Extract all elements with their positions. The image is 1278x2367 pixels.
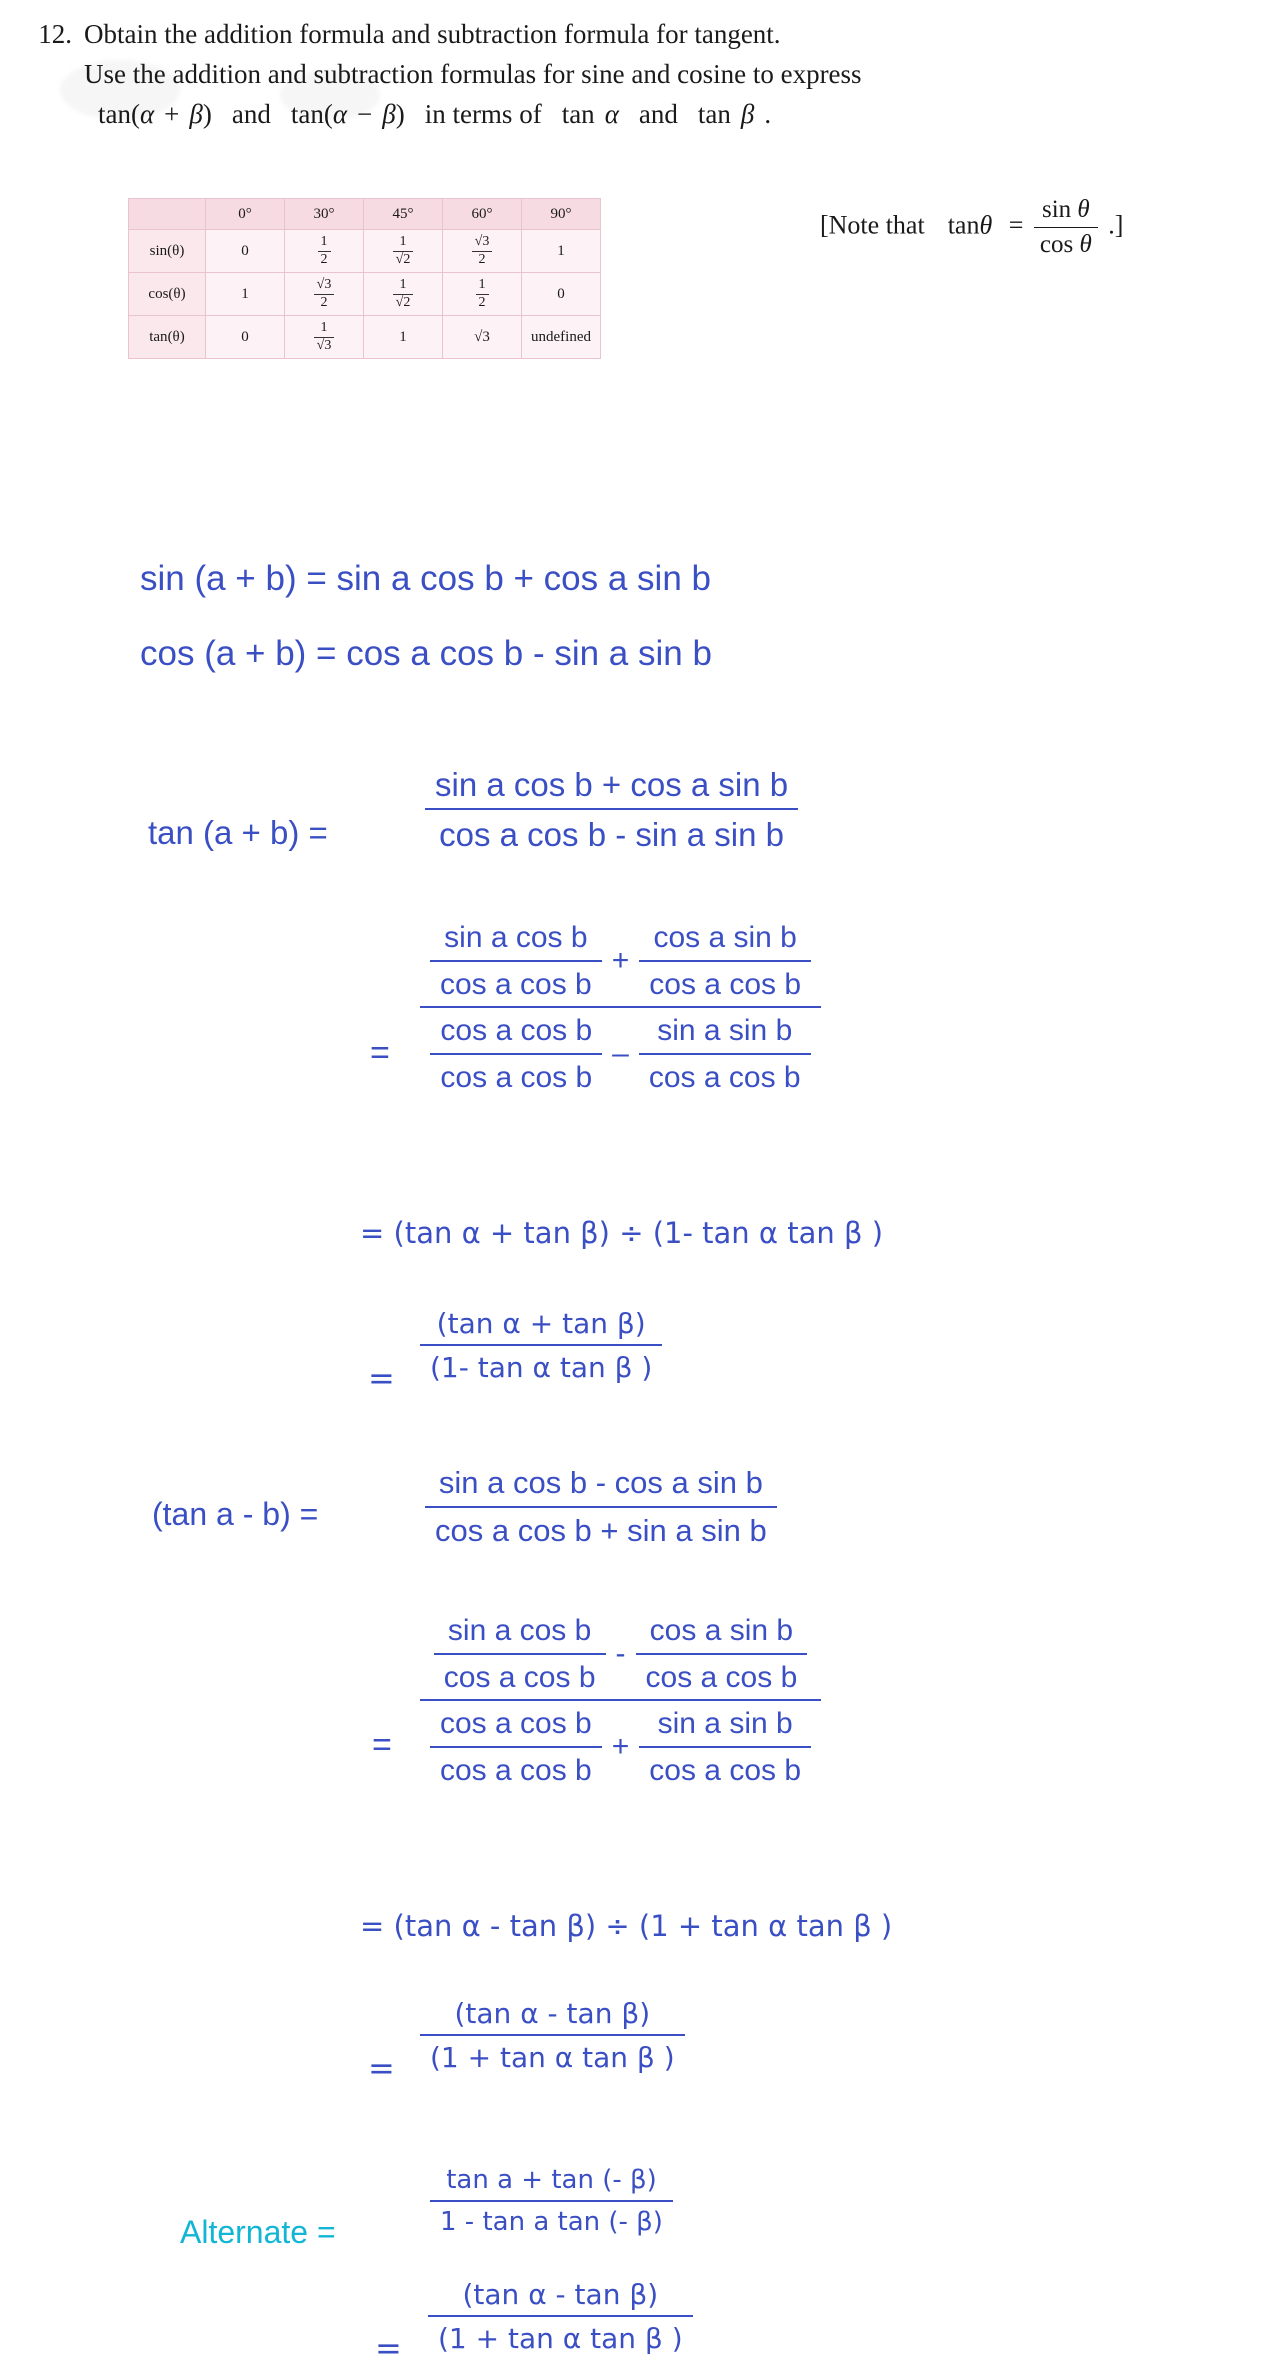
step2-top-right-den: cos a cos b — [639, 960, 811, 1004]
alternate-fraction — [430, 2164, 673, 2238]
trig-values-table — [128, 198, 601, 359]
step6-bot-right-den: cos a cos b — [639, 1746, 811, 1790]
frac-num: 1 — [478, 276, 486, 292]
row-label-fn: sin — [149, 242, 168, 259]
conjunction-and-1: and — [231, 99, 271, 129]
step6-bottom-operator: + — [611, 1730, 630, 1764]
page-smudge — [280, 70, 380, 120]
step6-top-operator: - — [615, 1637, 626, 1671]
paren-close-2: ) — [395, 99, 405, 129]
step4-numerator: (tan α + tan β) — [436, 1307, 646, 1340]
tan-sum-label: tan (a + b) = — [148, 814, 328, 851]
tan-diff-label: (tan a - b) = — [152, 1496, 319, 1532]
step2-complex-fraction — [420, 919, 821, 1096]
cos-sum-formula: cos (a + b) = cos a cos b - sin a sin b — [140, 634, 712, 673]
step6-top-row — [420, 1612, 821, 1699]
paren-close-1: ) — [202, 99, 212, 129]
tan-sum-fraction — [425, 764, 798, 856]
tan-open-2: tan( — [290, 99, 333, 129]
table-cell: 0 — [206, 230, 285, 273]
step6-bot-right-num: sin a sin b — [657, 1707, 793, 1740]
step2-bot-left-den: cos a cos b — [430, 1053, 602, 1097]
step2-top-operator: + — [611, 944, 630, 978]
frac-den: 2 — [472, 251, 493, 268]
note-num-fn: sin — [1041, 196, 1072, 223]
period: . — [764, 99, 772, 129]
alpha-1: α — [139, 99, 155, 129]
step4-fraction — [420, 1306, 662, 1385]
minus-sign: − — [357, 99, 373, 129]
problem-line-3 — [26, 94, 1238, 134]
step2-equals: = — [370, 1034, 390, 1072]
in-terms-of-text: in terms of — [424, 99, 542, 129]
tan-diff-numerator: sin a cos b - cos a sin b — [438, 1465, 763, 1500]
step6-equals: = — [372, 1726, 392, 1764]
note-den-fn: cos — [1039, 230, 1074, 258]
table-header-cell: 45° — [364, 199, 443, 230]
note-prefix: [Note that — [820, 210, 925, 240]
frac-num: 1 — [320, 233, 328, 249]
table-cell: 1 — [206, 273, 285, 316]
table-cell — [285, 273, 364, 316]
tan-sum-denominator: cos a cos b - sin a sin b — [425, 808, 798, 855]
beta-2: β — [382, 99, 396, 129]
tan-alpha-label: tan — [561, 99, 595, 129]
step6-top-right-den: cos a cos b — [636, 1653, 808, 1697]
table-row — [129, 273, 601, 316]
row-label-arg: (θ) — [168, 285, 186, 302]
row-label-fn: tan — [149, 328, 168, 345]
alternate-result-denominator: (1 + tan α tan β ) — [428, 2315, 693, 2356]
frac-num: 1 — [399, 233, 407, 249]
table-cell: undefined — [522, 316, 601, 359]
table-header-cell: 90° — [522, 199, 601, 230]
step2-top-left-den: cos a cos b — [430, 960, 602, 1004]
frac-den: √2 — [393, 251, 414, 268]
step2-top-left-num: sin a cos b — [444, 921, 588, 954]
step2-bottom-operator: – — [612, 1037, 629, 1071]
step6-complex-fraction — [420, 1612, 821, 1789]
problem-statement — [0, 0, 1278, 134]
frac-num: 1 — [399, 276, 407, 292]
tan-open-1: tan( — [98, 99, 140, 129]
alpha-2: α — [332, 99, 348, 129]
plus-sign: + — [164, 99, 180, 129]
frac-den: √3 — [314, 337, 335, 354]
frac-num: √3 — [316, 276, 332, 292]
row-label-tan — [129, 316, 206, 359]
page-smudge — [60, 60, 180, 120]
step2-top-row — [420, 919, 821, 1006]
note-frac-num — [1034, 196, 1098, 227]
table-header-cell: 30° — [285, 199, 364, 230]
frac-num: 1 — [320, 319, 328, 335]
frac-den: 2 — [314, 294, 335, 311]
table-cell: 1 — [522, 230, 601, 273]
table-cell — [443, 230, 522, 273]
note-tan-identity — [820, 196, 1123, 260]
table-cell — [443, 273, 522, 316]
problem-text-2: Use the addition and subtraction formulas for sine and cosine to express — [84, 59, 862, 89]
conjunction-and-2: and — [638, 99, 678, 129]
table-cell: 1 — [364, 316, 443, 359]
step4-equals: = — [368, 1359, 395, 1397]
note-fraction — [1034, 196, 1098, 260]
step6-bot-left-den: cos a cos b — [430, 1746, 602, 1790]
row-label-sin — [129, 230, 206, 273]
step8-equals: = — [368, 2049, 395, 2087]
step4-denominator: (1- tan α tan β ) — [420, 1344, 662, 1385]
step2-bot-right-num: sin a sin b — [657, 1014, 793, 1047]
step2-bottom-row — [420, 1006, 821, 1096]
step8-denominator: (1 + tan α tan β ) — [420, 2034, 685, 2075]
table-cell — [285, 316, 364, 359]
note-num-theta: θ — [1077, 196, 1090, 223]
problem-line-1 — [26, 14, 1238, 54]
note-theta: θ — [979, 210, 993, 240]
row-label-fn: cos — [148, 285, 169, 302]
step7-handwritten: = (tan α - tan β) ÷ (1 + tan α tan β ) — [360, 1909, 893, 1943]
frac-den: 2 — [476, 294, 489, 311]
alternate-denominator: 1 - tan a tan (- β) — [430, 2200, 673, 2239]
step8-numerator: (tan α - tan β) — [454, 1997, 651, 2030]
table-header-cell — [129, 199, 206, 230]
row-label-arg: (θ) — [167, 242, 185, 259]
table-cell — [285, 230, 364, 273]
table-header-cell: 0° — [206, 199, 285, 230]
tan-diff-denominator: cos a cos b + sin a sin b — [425, 1506, 777, 1551]
problem-text-1: Obtain the addition formula and subtraction formula for tangent. — [84, 19, 781, 49]
step3-handwritten: = (tan α + tan β) ÷ (1- tan α tan β ) — [360, 1216, 884, 1250]
table-cell: √3 — [443, 316, 522, 359]
alternate-result-fraction — [428, 2277, 693, 2356]
tan-sum-numerator: sin a cos b + cos a sin b — [435, 766, 789, 803]
alternate-result-equals: = — [375, 2329, 402, 2367]
table-cell — [364, 273, 443, 316]
tan-diff-fraction — [425, 1464, 777, 1551]
note-tan: tan — [947, 210, 980, 240]
table-header-row — [129, 199, 601, 230]
problem-line-2 — [26, 54, 1238, 94]
row-label-arg: (θ) — [167, 328, 185, 345]
tan-beta-label: tan — [697, 99, 731, 129]
step2-top-right-num: cos a sin b — [653, 921, 797, 954]
alternate-numerator: tan a + tan (- β) — [446, 2165, 657, 2195]
note-den-theta: θ — [1079, 230, 1092, 258]
step2-bot-left-num: cos a cos b — [440, 1014, 593, 1047]
step6-bottom-row — [420, 1699, 821, 1789]
frac-den: √2 — [393, 294, 414, 311]
alternate-label: Alternate = — [180, 2214, 336, 2250]
row-label-cos — [129, 273, 206, 316]
note-suffix: .] — [1108, 210, 1124, 240]
step6-top-left-den: cos a cos b — [434, 1653, 606, 1697]
step8-fraction — [420, 1996, 685, 2075]
step6-top-right-num: cos a sin b — [649, 1614, 794, 1647]
table-cell: 0 — [206, 316, 285, 359]
alpha-3: α — [604, 99, 619, 129]
table-header-cell: 60° — [443, 199, 522, 230]
note-equals: = — [1008, 210, 1024, 240]
table-cell — [364, 230, 443, 273]
frac-den: 2 — [318, 251, 331, 268]
sin-sum-formula: sin (a + b) = sin a cos b + cos a sin b — [140, 559, 711, 598]
beta-3: β — [740, 99, 755, 129]
note-frac-den — [1034, 227, 1098, 260]
table-cell: 0 — [522, 273, 601, 316]
beta-1: β — [189, 99, 203, 129]
frac-num: √3 — [474, 233, 490, 249]
step6-bot-left-num: cos a cos b — [440, 1707, 592, 1740]
alternate-result-numerator: (tan α - tan β) — [462, 2278, 659, 2311]
question-number: 12. — [38, 19, 72, 49]
step6-top-left-num: sin a cos b — [447, 1614, 592, 1647]
step2-bot-right-den: cos a cos b — [639, 1053, 811, 1097]
table-row — [129, 230, 601, 273]
table-row — [129, 316, 601, 359]
